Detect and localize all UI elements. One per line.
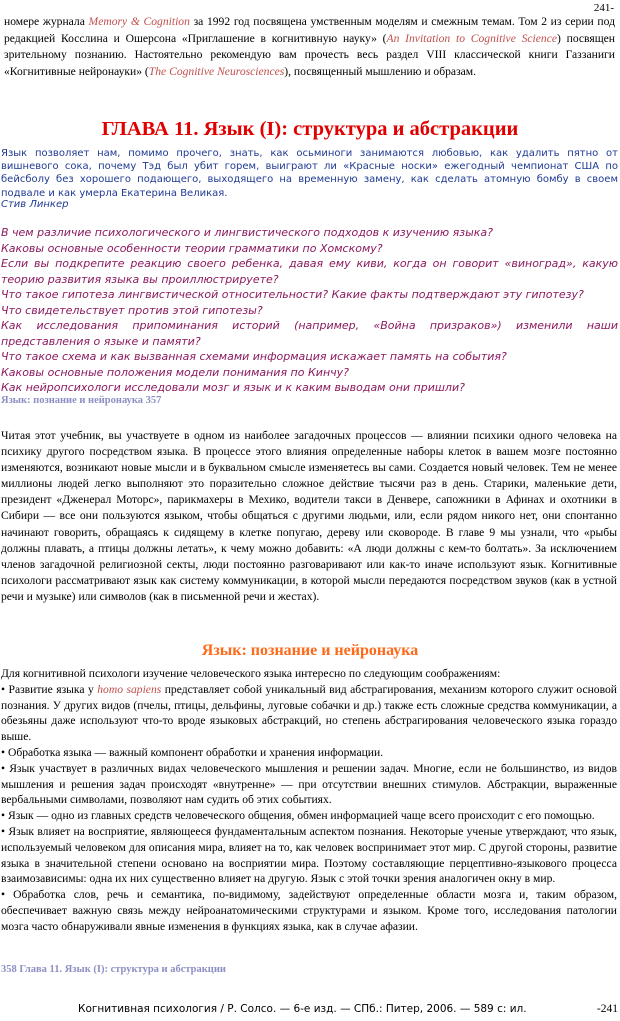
book-title: The Cognitive Neurosciences	[148, 64, 285, 78]
intro-text-2: за 1992 год посвящена умственным моделям и смежным темам. Том 2 из серии под редакцией Косслина и Ошерсона «Приглашение в когнитивную науку» (	[4, 15, 615, 45]
journal-title: Memory & Cognition	[88, 15, 190, 28]
epigraph-text: Язык позволяет нам, помимо прочего, знать, как осьминоги занимаются любовью, как удалить пятно от вишневого сока, почему Тэд был убит горем, выиграют ли «Красные носки» ежегодный чемпионат США по бейсболу без хорошего подающего, выходящего на временную замену, как сделать атомную бомбу в своем подвале и как умерла Екатерина Великая.	[1, 148, 618, 199]
running-head-357: Язык: познание и нейронаука 357	[1, 395, 162, 406]
bullet-item: • Обработка языка — важный компонент обработки и хранения информации.	[1, 745, 384, 759]
bullet-item: • Язык участвует в различных видах человеческого мышления и решении задач. Многие, если не большинство, из видов мышления и решения задач происходят «внутренне» — при отсутствии внешних стимулов. Абстракции, выраженные вербальными символами, позволяют нам судить об этих событиях.	[1, 761, 617, 807]
question-item: Как исследования припоминания историй (например, «Война призраков») изменили наши представления о языке и памяти?	[1, 319, 618, 348]
running-head-358: 358 Глава 11. Язык (I): структура и абстракции	[1, 964, 226, 975]
question-item: Каковы основные особенности теории грамматики по Хомскому?	[1, 241, 383, 255]
question-item: Что такое схема и как вызванная схемами информация искажает память на события?	[1, 350, 507, 363]
page-number-top: 241-	[593, 2, 614, 14]
question-item: Если вы подкрепите реакцию своего ребенка, давая ему киви, когда он говорит «виноград», какую теорию развития языка вы проиллюстрируете?	[1, 257, 618, 286]
intro-paragraph	[4, 14, 615, 80]
intro-text-1: номере журнала	[4, 15, 89, 28]
bullet-item	[1, 682, 617, 745]
question-item: В чем различие психологического и лингвистического подходов к изучению языка?	[1, 226, 493, 239]
bibliographic-footer: Когнитивная психология / Р. Солсо. — 6-е изд. — СПб.: Питер, 2006. — 589 с: ил.	[78, 1003, 527, 1015]
bullet-item: • Обработка слов, речь и семантика, по-видимому, задействуют определенные области мозга и, таким образом, обеспечивает важную связь между нейроанатомическими структурами и языком. Кроме того, исследования патологии мозга часто обнаруживали явные изменения в функциях языка, как в случае афазии.	[1, 888, 617, 933]
question-item: Что свидетельствует против этой гипотезы?	[1, 303, 263, 317]
question-item: Как нейропсихологи исследовали мозг и язык и к каким выводам они пришли?	[1, 381, 465, 394]
bullet-text: • Развитие языка у	[1, 682, 98, 696]
question-item: Каковы основные положения модели понимания по Кинчу?	[1, 365, 349, 379]
bullet-item: • Язык — одно из главных средств человеческого общения, обмен информацией чаще всего происходит с его помощью.	[1, 809, 595, 823]
bullet-item: • Язык влияет на восприятие, являющееся фундаментальным аспектом познания. Некоторые ученые утверждают, что язык, используемый человеком для описания мира, влияет на то, как человек воспринимает этот мир. С другой стороны, развитие языка в значительной степени основано на восприятии мира. Поэтому составляющие перцептивно-языкового процесса взаимозависимы: одна их них существенно влияет на другую. Язык с этой точки зрения аналогичен окну в мир.	[1, 824, 617, 886]
series-title: An Invitation to Cognitive Science	[386, 31, 557, 45]
section-body	[1, 666, 617, 935]
intro-text-3: ) посвящен зрительному познанию. Настоятельно рекомендую вам прочесть весь раздел VIII классической книги Газзаниги «Когнитивные нейронауки» (	[4, 31, 615, 78]
chapter-title: ГЛАВА 11. Язык (I): структура и абстракции	[101, 118, 519, 140]
page-number-bottom: -241	[596, 1003, 618, 1015]
question-item: Что такое гипотеза лингвистической относительности? Какие факты подтверждают эту гипотезу?	[1, 288, 584, 301]
body-paragraph: Читая этот учебник, вы участвуете в одном из наиболее загадочных процессов — влиянии психики одного человека на психику другого посредством языка. В процессе этого влияния определенные наборы клеток в вашем мозге постоянно изменяются, возникают новые мысли и в буквальном смысле изменяетесь вы сами. Создается новый человек. Тем не менее миллионы людей легко выполняют это поразительно сложное действие тысячи раз в день. Старики, маленькие дети, президент «Дженерал Моторс», парикмахеры в Мехико, водители такси в Денвере, сапожники в Афинах и охотники в Сибири — все они пользуются языком, чтобы общаться с другими людьми, или, если рядом никого нет, они спонтанно начинают говорить, обращаясь к сидящему в клетке попугаю, дереву или сковороде. В главе 9 мы узнали, что «рыбы должны плавать, а птицы должны летать», к чему можно добавить: «А люди должны с кем-то болтать». За исключением членов загадочной религиозной секты, люди постоянно разговаривают или как-то иначе используют язык. Когнитивные психологи рассматривают язык как систему коммуникации, в которой мысли передаются посредством звуков (как в устной речи и музыке) или символов (как в письменной речи и жестах).	[1, 429, 617, 603]
bullet-text: представляет собой уникальный вид абстрагирования, механизм которого служит основой познания. У других видов (пчелы, птицы, дельфины, луговые собачки и др.) также есть сложные средства коммуникации, а обезьяны даже используют что-то вроде языковых абстракций, но степень абстрагирования человеческого языка гораздо выше.	[1, 682, 617, 744]
epigraph-author: Стив Линкер	[1, 199, 69, 210]
section-lead: Для когнитивной психологи изучение человеческого языка интересно по следующим соображениям:	[1, 667, 501, 680]
chapter-questions	[1, 225, 618, 396]
intro-text-4: ), посвященный мышлению и образам.	[284, 64, 477, 78]
homo-sapiens-term: homo sapiens	[97, 682, 162, 696]
section-title: Язык: познание и нейронаука	[201, 642, 419, 659]
